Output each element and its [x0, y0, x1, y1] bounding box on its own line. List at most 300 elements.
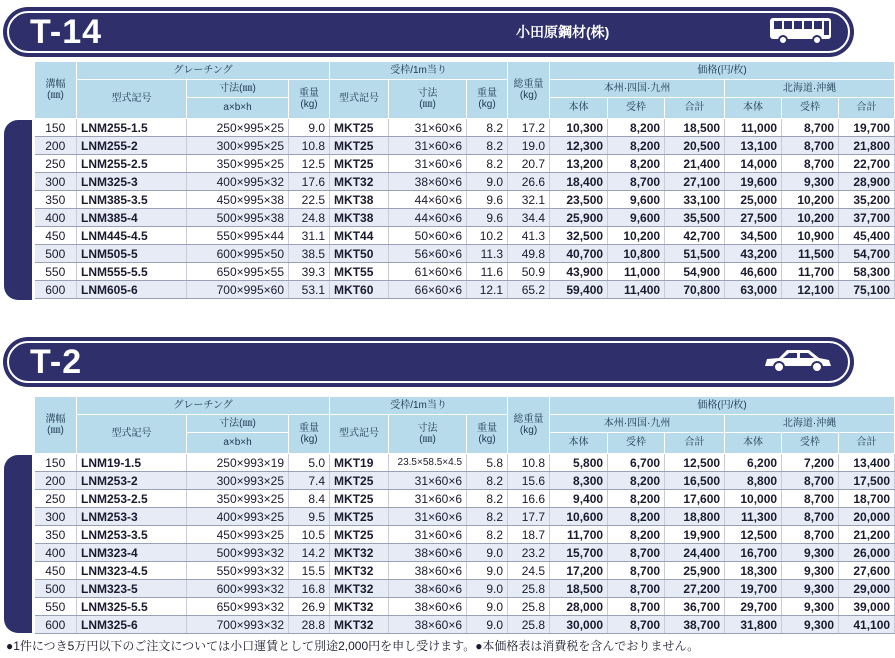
col-sum: 合計 [665, 433, 725, 454]
cell-body-price-1: 13,200 [550, 155, 608, 173]
cell-total-weight: 41.3 [508, 227, 550, 245]
table-row [35, 227, 895, 245]
cell-frame-model: MKT44 [330, 227, 389, 245]
t14-banner [4, 8, 853, 56]
cell-frame-price-2: 10,200 [782, 209, 839, 227]
cell-frame-price-2: 9,300 [782, 562, 839, 580]
cell-sum-2: 21,200 [839, 526, 895, 544]
cell-frame-model: MKT60 [330, 281, 389, 299]
cell-model: LNM253-3.5 [77, 526, 187, 544]
cell-model: LNM255-2 [77, 137, 187, 155]
col-grating: グレーチング [77, 62, 330, 80]
cell-frame-price-2: 7,200 [782, 454, 839, 472]
cell-body-price-2: 16,700 [725, 544, 782, 562]
cell-frame-weight: 8.2 [467, 526, 508, 544]
cell-dimension: 300×993×25 [187, 472, 289, 490]
cell-total-weight: 16.6 [508, 490, 550, 508]
cell-sum-1: 54,900 [665, 263, 725, 281]
cell-body-price-1: 40,700 [550, 245, 608, 263]
cell-width: 150 [35, 119, 77, 137]
cell-total-weight: 65.2 [508, 281, 550, 299]
cell-body-price-2: 8,800 [725, 472, 782, 490]
cell-weight: 9.5 [289, 508, 330, 526]
cell-frame-weight: 9.0 [467, 562, 508, 580]
cell-width: 150 [35, 454, 77, 472]
cell-frame-dimension: 31×60×6 [389, 137, 467, 155]
col-region1: 本州·四国·九州 [550, 415, 725, 433]
cell-frame-model: MKT25 [330, 490, 389, 508]
cell-dimension: 350×995×25 [187, 155, 289, 173]
cell-dimension: 500×993×32 [187, 544, 289, 562]
cell-total-weight: 17.2 [508, 119, 550, 137]
cell-sum-2: 35,200 [839, 191, 895, 209]
cell-width: 500 [35, 245, 77, 263]
cell-model: LNM325-6 [77, 616, 187, 634]
table-row [35, 155, 895, 173]
cell-total-weight: 15.6 [508, 472, 550, 490]
car-icon [761, 346, 833, 376]
cell-frame-price-2: 8,700 [782, 119, 839, 137]
cell-frame-price-2: 9,300 [782, 544, 839, 562]
cell-body-price-1: 10,300 [550, 119, 608, 137]
cell-model: LNM385-3.5 [77, 191, 187, 209]
cell-frame-price-2: 9,300 [782, 616, 839, 634]
cell-frame-price-2: 9,300 [782, 580, 839, 598]
col-price: 価格(円/枚) [550, 397, 895, 415]
col-region2: 北海道·沖縄 [725, 80, 895, 98]
cell-frame-price-1: 8,700 [608, 580, 665, 598]
cell-weight: 15.5 [289, 562, 330, 580]
cell-model: LNM253-3 [77, 508, 187, 526]
cell-sum-2: 41,100 [839, 616, 895, 634]
cell-frame-weight: 11.3 [467, 245, 508, 263]
cell-sum-1: 16,500 [665, 472, 725, 490]
cell-frame-price-2: 8,700 [782, 137, 839, 155]
cell-frame-model: MKT32 [330, 580, 389, 598]
cell-sum-2: 54,700 [839, 245, 895, 263]
cell-frame-weight: 9.6 [467, 191, 508, 209]
cell-sum-1: 18,800 [665, 508, 725, 526]
col-grating: グレーチング [77, 397, 330, 415]
cell-frame-price-1: 8,200 [608, 490, 665, 508]
cell-model: LNM323-4.5 [77, 562, 187, 580]
t14-price-table [34, 61, 895, 299]
cell-frame-weight: 8.2 [467, 490, 508, 508]
cell-width: 450 [35, 227, 77, 245]
cell-dimension: 500×995×38 [187, 209, 289, 227]
cell-weight: 39.3 [289, 263, 330, 281]
cell-frame-price-2: 11,700 [782, 263, 839, 281]
cell-frame-price-1: 8,700 [608, 562, 665, 580]
cell-width: 350 [35, 526, 77, 544]
col-width: 溝幅 (㎜) [35, 62, 77, 119]
cell-frame-price-1: 8,700 [608, 173, 665, 191]
table-row [35, 191, 895, 209]
cell-width: 550 [35, 598, 77, 616]
cell-frame-model: MKT55 [330, 263, 389, 281]
cell-sum-2: 19,700 [839, 119, 895, 137]
cell-frame-dimension: 23.5×58.5×4.5 [389, 454, 467, 472]
cell-sum-2: 26,000 [839, 544, 895, 562]
cell-frame-dimension: 38×60×6 [389, 580, 467, 598]
cell-dimension: 400×993×25 [187, 508, 289, 526]
cell-model: LNM253-2.5 [77, 490, 187, 508]
cell-frame-dimension: 50×60×6 [389, 227, 467, 245]
cell-width: 600 [35, 616, 77, 634]
cell-frame-price-2: 9,300 [782, 173, 839, 191]
cell-body-price-1: 25,900 [550, 209, 608, 227]
cell-body-price-1: 18,500 [550, 580, 608, 598]
col-frame-price: 受枠 [608, 433, 665, 454]
cell-dimension: 550×993×32 [187, 562, 289, 580]
cell-model: LNM255-2.5 [77, 155, 187, 173]
cell-dimension: 250×993×19 [187, 454, 289, 472]
cell-frame-weight: 12.1 [467, 281, 508, 299]
t2-side-bar [4, 455, 32, 633]
table-row [35, 454, 895, 472]
cell-total-weight: 23.2 [508, 544, 550, 562]
col-frame-dimension: 寸法 (㎜) [389, 80, 467, 119]
cell-frame-weight: 9.6 [467, 209, 508, 227]
col-frame-price: 受枠 [608, 98, 665, 119]
table-row [35, 137, 895, 155]
cell-sum-2: 27,600 [839, 562, 895, 580]
table-row [35, 263, 895, 281]
cell-frame-model: MKT25 [330, 526, 389, 544]
cell-total-weight: 19.0 [508, 137, 550, 155]
cell-sum-1: 35,500 [665, 209, 725, 227]
t14-title: T-14 [30, 13, 103, 51]
cell-dimension: 450×995×38 [187, 191, 289, 209]
cell-model: LNM253-2 [77, 472, 187, 490]
cell-body-price-2: 12,500 [725, 526, 782, 544]
cell-frame-price-1: 8,200 [608, 155, 665, 173]
cell-body-price-2: 46,600 [725, 263, 782, 281]
table-row [35, 616, 895, 634]
cell-sum-2: 20,000 [839, 508, 895, 526]
table-row [35, 526, 895, 544]
table-row [35, 209, 895, 227]
cell-dimension: 550×995×44 [187, 227, 289, 245]
cell-sum-2: 45,400 [839, 227, 895, 245]
cell-sum-1: 27,200 [665, 580, 725, 598]
cell-sum-2: 29,000 [839, 580, 895, 598]
cell-dimension: 400×995×32 [187, 173, 289, 191]
cell-frame-weight: 9.0 [467, 580, 508, 598]
cell-frame-weight: 9.0 [467, 544, 508, 562]
cell-body-price-1: 43,900 [550, 263, 608, 281]
cell-frame-model: MKT50 [330, 245, 389, 263]
cell-model: LNM323-5 [77, 580, 187, 598]
cell-body-price-2: 43,200 [725, 245, 782, 263]
cell-sum-1: 17,600 [665, 490, 725, 508]
col-region2: 北海道·沖縄 [725, 415, 895, 433]
cell-frame-model: MKT38 [330, 191, 389, 209]
cell-frame-weight: 8.2 [467, 508, 508, 526]
col-body: 本体 [550, 433, 608, 454]
footnote: ●1件につき5万円以下のご注文については小口運賃として別途2,000円を申し受けます。●本価格表は消費税を含んでおりません。 [6, 639, 700, 653]
col-model: 型式記号 [77, 80, 187, 119]
cell-sum-1: 33,100 [665, 191, 725, 209]
cell-frame-price-1: 6,700 [608, 454, 665, 472]
cell-frame-weight: 8.2 [467, 137, 508, 155]
col-frame-weight: 重量 (kg) [467, 415, 508, 454]
cell-model: LNM445-4.5 [77, 227, 187, 245]
cell-body-price-1: 18,400 [550, 173, 608, 191]
cell-frame-weight: 9.0 [467, 616, 508, 634]
cell-frame-price-1: 11,400 [608, 281, 665, 299]
cell-frame-price-2: 8,700 [782, 472, 839, 490]
cell-body-price-2: 19,700 [725, 580, 782, 598]
cell-weight: 14.2 [289, 544, 330, 562]
cell-weight: 12.5 [289, 155, 330, 173]
cell-frame-model: MKT25 [330, 137, 389, 155]
cell-frame-dimension: 31×60×6 [389, 119, 467, 137]
cell-body-price-1: 30,000 [550, 616, 608, 634]
cell-sum-1: 38,700 [665, 616, 725, 634]
cell-body-price-2: 10,000 [725, 490, 782, 508]
cell-width: 600 [35, 281, 77, 299]
cell-body-price-2: 11,300 [725, 508, 782, 526]
cell-total-weight: 20.7 [508, 155, 550, 173]
col-weight: 重量 (kg) [289, 80, 330, 119]
cell-sum-2: 13,400 [839, 454, 895, 472]
cell-dimension: 450×993×25 [187, 526, 289, 544]
t2-title: T-2 [30, 343, 83, 381]
cell-frame-weight: 10.2 [467, 227, 508, 245]
cell-weight: 5.0 [289, 454, 330, 472]
cell-total-weight: 25.8 [508, 616, 550, 634]
col-body: 本体 [550, 98, 608, 119]
cell-total-weight: 17.7 [508, 508, 550, 526]
cell-weight: 26.9 [289, 598, 330, 616]
cell-sum-1: 42,700 [665, 227, 725, 245]
cell-sum-1: 12,500 [665, 454, 725, 472]
cell-sum-1: 19,900 [665, 526, 725, 544]
cell-sum-2: 17,500 [839, 472, 895, 490]
cell-frame-price-1: 8,200 [608, 119, 665, 137]
cell-body-price-1: 12,300 [550, 137, 608, 155]
cell-frame-dimension: 61×60×6 [389, 263, 467, 281]
cell-frame-price-2: 11,500 [782, 245, 839, 263]
cell-frame-dimension: 31×60×6 [389, 472, 467, 490]
cell-sum-2: 75,100 [839, 281, 895, 299]
cell-frame-price-1: 10,200 [608, 227, 665, 245]
cell-frame-dimension: 44×60×6 [389, 209, 467, 227]
cell-dimension: 250×995×25 [187, 119, 289, 137]
cell-total-weight: 49.8 [508, 245, 550, 263]
cell-total-weight: 18.7 [508, 526, 550, 544]
cell-dimension: 700×993×32 [187, 616, 289, 634]
cell-frame-model: MKT25 [330, 508, 389, 526]
cell-body-price-1: 8,300 [550, 472, 608, 490]
cell-body-price-2: 11,000 [725, 119, 782, 137]
cell-frame-price-1: 8,200 [608, 472, 665, 490]
cell-frame-weight: 9.0 [467, 598, 508, 616]
cell-model: LNM605-6 [77, 281, 187, 299]
cell-total-weight: 25.8 [508, 580, 550, 598]
cell-body-price-2: 14,000 [725, 155, 782, 173]
table-row [35, 562, 895, 580]
cell-model: LNM505-5 [77, 245, 187, 263]
cell-frame-dimension: 38×60×6 [389, 616, 467, 634]
cell-sum-2: 22,700 [839, 155, 895, 173]
cell-model: LNM325-5.5 [77, 598, 187, 616]
col-width: 溝幅 (㎜) [35, 397, 77, 454]
col-total-weight: 総重量 (kg) [508, 62, 550, 119]
cell-weight: 38.5 [289, 245, 330, 263]
cell-body-price-2: 27,500 [725, 209, 782, 227]
cell-frame-model: MKT32 [330, 562, 389, 580]
cell-weight: 10.5 [289, 526, 330, 544]
cell-sum-2: 18,700 [839, 490, 895, 508]
cell-frame-model: MKT32 [330, 173, 389, 191]
cell-frame-price-2: 12,100 [782, 281, 839, 299]
cell-sum-1: 25,900 [665, 562, 725, 580]
cell-body-price-1: 11,700 [550, 526, 608, 544]
cell-body-price-2: 63,000 [725, 281, 782, 299]
cell-weight: 28.8 [289, 616, 330, 634]
cell-body-price-1: 32,500 [550, 227, 608, 245]
cell-frame-price-1: 8,200 [608, 137, 665, 155]
cell-frame-weight: 8.2 [467, 472, 508, 490]
cell-dimension: 700×995×60 [187, 281, 289, 299]
col-sum: 合計 [665, 98, 725, 119]
cell-total-weight: 26.6 [508, 173, 550, 191]
col-sum: 合計 [839, 433, 895, 454]
cell-body-price-1: 5,800 [550, 454, 608, 472]
cell-body-price-2: 19,600 [725, 173, 782, 191]
cell-width: 200 [35, 472, 77, 490]
cell-sum-2: 21,800 [839, 137, 895, 155]
cell-body-price-2: 34,500 [725, 227, 782, 245]
cell-frame-model: MKT25 [330, 155, 389, 173]
cell-dimension: 600×993×32 [187, 580, 289, 598]
cell-body-price-1: 9,400 [550, 490, 608, 508]
table-row [35, 119, 895, 137]
cell-dimension: 600×995×50 [187, 245, 289, 263]
col-sum: 合計 [839, 98, 895, 119]
cell-frame-price-1: 11,000 [608, 263, 665, 281]
col-dimension: 寸法(㎜) [187, 80, 289, 98]
cell-frame-price-2: 9,300 [782, 598, 839, 616]
col-body: 本体 [725, 433, 782, 454]
cell-frame-model: MKT38 [330, 209, 389, 227]
cell-frame-dimension: 38×60×6 [389, 598, 467, 616]
cell-model: LNM323-4 [77, 544, 187, 562]
t2-banner [4, 338, 853, 386]
cell-frame-price-2: 8,700 [782, 155, 839, 173]
col-price: 価格(円/枚) [550, 62, 895, 80]
cell-frame-price-2: 10,200 [782, 191, 839, 209]
cell-total-weight: 25.8 [508, 598, 550, 616]
table-row [35, 580, 895, 598]
cell-width: 250 [35, 155, 77, 173]
col-frame: 受枠/1m当り [330, 397, 508, 415]
col-model: 型式記号 [77, 415, 187, 454]
cell-frame-dimension: 31×60×6 [389, 490, 467, 508]
cell-weight: 53.1 [289, 281, 330, 299]
table-row [35, 472, 895, 490]
cell-frame-dimension: 56×60×6 [389, 245, 467, 263]
cell-weight: 10.8 [289, 137, 330, 155]
cell-width: 250 [35, 490, 77, 508]
col-region1: 本州·四国·九州 [550, 80, 725, 98]
cell-sum-2: 37,700 [839, 209, 895, 227]
cell-frame-dimension: 31×60×6 [389, 155, 467, 173]
cell-frame-price-1: 8,200 [608, 526, 665, 544]
table-row [35, 508, 895, 526]
cell-sum-2: 39,000 [839, 598, 895, 616]
cell-frame-price-1: 8,700 [608, 544, 665, 562]
cell-body-price-2: 29,700 [725, 598, 782, 616]
col-abh: a×b×h [187, 433, 289, 454]
cell-frame-dimension: 38×60×6 [389, 562, 467, 580]
table-row [35, 281, 895, 299]
col-frame: 受枠/1m当り [330, 62, 508, 80]
cell-width: 350 [35, 191, 77, 209]
cell-body-price-1: 17,200 [550, 562, 608, 580]
cell-dimension: 650×995×55 [187, 263, 289, 281]
cell-dimension: 650×993×32 [187, 598, 289, 616]
cell-frame-price-2: 10,900 [782, 227, 839, 245]
cell-weight: 22.5 [289, 191, 330, 209]
cell-frame-dimension: 31×60×6 [389, 508, 467, 526]
cell-frame-price-2: 8,700 [782, 508, 839, 526]
table-row [35, 173, 895, 191]
cell-body-price-1: 23,500 [550, 191, 608, 209]
col-total-weight: 総重量 (kg) [508, 397, 550, 454]
cell-width: 300 [35, 508, 77, 526]
cell-frame-model: MKT25 [330, 119, 389, 137]
cell-sum-1: 24,400 [665, 544, 725, 562]
cell-sum-1: 21,400 [665, 155, 725, 173]
cell-total-weight: 34.4 [508, 209, 550, 227]
table-row [35, 544, 895, 562]
cell-sum-2: 58,300 [839, 263, 895, 281]
cell-frame-price-1: 9,600 [608, 191, 665, 209]
cell-width: 200 [35, 137, 77, 155]
col-frame-dimension: 寸法 (㎜) [389, 415, 467, 454]
cell-total-weight: 32.1 [508, 191, 550, 209]
cell-frame-price-1: 8,700 [608, 616, 665, 634]
cell-frame-dimension: 38×60×6 [389, 544, 467, 562]
cell-model: LNM385-4 [77, 209, 187, 227]
cell-body-price-2: 18,300 [725, 562, 782, 580]
cell-weight: 31.1 [289, 227, 330, 245]
col-frame-model: 型式記号 [330, 415, 389, 454]
cell-frame-price-1: 9,600 [608, 209, 665, 227]
table-row [35, 245, 895, 263]
maker-name: 小田原鋼材(株) [516, 24, 610, 40]
cell-width: 550 [35, 263, 77, 281]
col-frame-price: 受枠 [782, 98, 839, 119]
col-frame-price: 受枠 [782, 433, 839, 454]
cell-sum-1: 70,800 [665, 281, 725, 299]
cell-weight: 8.4 [289, 490, 330, 508]
cell-model: LNM325-3 [77, 173, 187, 191]
cell-sum-1: 18,500 [665, 119, 725, 137]
cell-model: LNM255-1.5 [77, 119, 187, 137]
cell-dimension: 300×995×25 [187, 137, 289, 155]
cell-frame-price-1: 8,700 [608, 598, 665, 616]
cell-frame-price-1: 10,800 [608, 245, 665, 263]
cell-width: 400 [35, 209, 77, 227]
cell-body-price-1: 15,700 [550, 544, 608, 562]
cell-frame-weight: 8.2 [467, 119, 508, 137]
cell-width: 300 [35, 173, 77, 191]
cell-body-price-2: 31,800 [725, 616, 782, 634]
